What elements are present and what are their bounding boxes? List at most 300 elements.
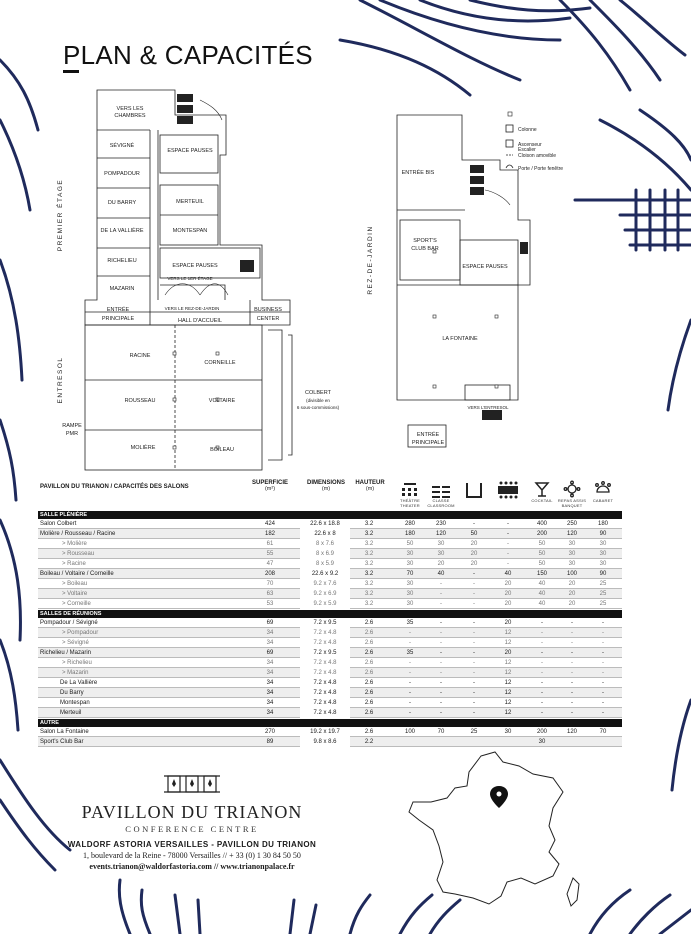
cell-room-name: Montespan (60, 700, 90, 706)
cell-rep: - (571, 630, 573, 636)
table-section-header: AUTRE (38, 719, 622, 727)
cell-cl: - (440, 640, 442, 646)
cell-dim: 8 x 5.9 (300, 559, 350, 569)
cell-cab: 25 (599, 591, 607, 597)
cell-u: - (473, 700, 475, 706)
cell-cab: 90 (599, 531, 607, 537)
cocktail-icon (531, 480, 553, 500)
cell-u: - (473, 680, 475, 686)
room-racine: RACINE (129, 353, 151, 359)
fleur-de-lis-logo-icon (162, 770, 222, 798)
cell-coc: 40 (538, 591, 546, 597)
cell-dim: 22.6 x 18.8 (300, 519, 350, 529)
cell-cab: 70 (599, 729, 607, 735)
label-entree-1: ENTRÉE (106, 307, 130, 313)
cell-ban: - (507, 541, 509, 547)
cell-room-name: Pompadour / Sévigné (40, 620, 98, 626)
cell-h: 2.6 (364, 710, 374, 716)
cell-coc: 150 (536, 571, 547, 577)
cell-cl: 20 (437, 561, 445, 567)
col-hauteur (351, 480, 389, 492)
table-row (38, 549, 622, 559)
cell-room-name: > Richelieu (62, 660, 92, 666)
cell-cl: - (440, 680, 442, 686)
cell-u: - (473, 710, 475, 716)
icon-label-theatre: THÉÂTRE THEATER (399, 498, 421, 508)
icon-label-classroom: CLASSE CLASSROOM (427, 498, 455, 508)
cell-coc: - (541, 680, 543, 686)
table-row (38, 737, 622, 747)
table-row (38, 658, 622, 668)
cell-rep: - (571, 680, 573, 686)
legend-ascenseur: Ascenseur (518, 142, 542, 148)
cell-cl: - (440, 620, 442, 626)
cell-cab: 90 (599, 571, 607, 577)
cell-dim: 7.2 x 4.8 (300, 698, 350, 708)
label-vers-chambres-1: VERS LES (116, 106, 144, 112)
cell-room-name: > Voltaire (62, 591, 88, 597)
cell-rep: - (571, 640, 573, 646)
icon-label-repas: REPAS ASSIS BANQUET (557, 498, 587, 508)
cell-th: 30 (406, 601, 414, 607)
cell-coc: 50 (538, 561, 546, 567)
cell-ban: 20 (504, 620, 512, 626)
cell-room-name: Richelieu / Mazarin (40, 650, 92, 656)
cell-coc: 400 (536, 521, 547, 527)
cell-room-name: Boileau / Voltaire / Corneille (40, 571, 114, 577)
cell-room-name: > Racine (62, 561, 86, 567)
cell-coc: - (541, 700, 543, 706)
floor-label-entresol: ENTRESOL (57, 356, 64, 404)
location-pin-dot (497, 792, 502, 797)
cell-sup: 34 (266, 640, 274, 646)
cell-h: 2.6 (364, 729, 374, 735)
cell-u: - (473, 620, 475, 626)
cell-th: 35 (406, 620, 414, 626)
cell-dim: 19.2 x 19.7 (300, 727, 350, 737)
corsica-outline (567, 878, 579, 906)
cell-sup: 70 (266, 581, 274, 587)
france-map (403, 748, 593, 918)
cell-sup: 34 (266, 700, 274, 706)
cell-cab: 180 (597, 521, 608, 527)
cell-u: - (473, 690, 475, 696)
table-row (38, 668, 622, 678)
cell-u: - (473, 601, 475, 607)
cell-room-name: > Molière (62, 541, 87, 547)
cell-ban: 12 (504, 700, 512, 706)
logo-subtitle: CONFERENCE CENTRE (125, 824, 259, 834)
cell-room-name: Salon Colbert (40, 521, 77, 527)
cell-cl: - (440, 660, 442, 666)
room-espace-pauses-mid: ESPACE PAUSES (172, 263, 218, 269)
cell-rep: - (571, 620, 573, 626)
cell-h: 2.6 (364, 700, 374, 706)
cell-cab: - (602, 710, 604, 716)
cell-dim: 9.2 x 5.9 (300, 599, 350, 609)
cell-sup: 34 (266, 690, 274, 696)
cell-rep: 30 (568, 551, 576, 557)
cell-u: 20 (470, 551, 478, 557)
cell-room-name: Molière / Rousseau / Racine (40, 531, 116, 537)
col-superficie (244, 480, 296, 492)
floor-label-rez: REZ-DE-JARDIN (367, 225, 374, 295)
cell-th: 30 (406, 581, 414, 587)
cell-room-name: > Mazarin (62, 670, 89, 676)
cell-sup: 208 (264, 571, 275, 577)
room-espace-pauses-rez: ESPACE PAUSES (462, 264, 508, 270)
cell-sup: 34 (266, 670, 274, 676)
table-row (38, 559, 622, 569)
cell-rep: 20 (568, 601, 576, 607)
cell-dim: 9.2 x 6.9 (300, 589, 350, 599)
cell-room-name: > Sévigné (62, 640, 89, 646)
cell-th: 180 (404, 531, 415, 537)
theatre-icon (399, 480, 421, 500)
cell-room-name: > Corneille (62, 601, 91, 607)
cell-sup: 61 (266, 541, 274, 547)
cell-cl: 30 (437, 551, 445, 557)
cell-cl: - (440, 690, 442, 696)
room-hall: HALL D'ACCUEIL (178, 318, 222, 324)
cell-rep: - (571, 710, 573, 716)
room-mazarin: MAZARIN (109, 286, 135, 292)
cell-h: 2.6 (364, 620, 374, 626)
cell-cl: - (440, 700, 442, 706)
cell-dim: 8 x 7.6 (300, 539, 350, 549)
cell-h: 3.2 (364, 531, 374, 537)
cell-cab: 25 (599, 601, 607, 607)
cell-h: 3.2 (364, 571, 374, 577)
cell-th: - (409, 710, 411, 716)
cell-coc: 50 (538, 541, 546, 547)
cell-ban: 12 (504, 680, 512, 686)
cell-dim: 9.8 x 8.6 (300, 737, 350, 747)
cell-coc: - (541, 630, 543, 636)
table-row (38, 678, 622, 688)
cell-h: 2.2 (364, 739, 374, 745)
cell-ban: 40 (504, 571, 512, 577)
table-row (38, 569, 622, 579)
label-colbert-1: COLBERT (305, 390, 331, 396)
cell-coc: - (541, 650, 543, 656)
cell-cab: - (602, 620, 604, 626)
cell-sup: 34 (266, 710, 274, 716)
cell-cab: 25 (599, 581, 607, 587)
table-row (38, 529, 622, 539)
col-superficie-label: SUPERFICIE (251, 480, 288, 486)
france-outline (409, 752, 563, 904)
cell-sup: 34 (266, 680, 274, 686)
cell-u: - (473, 640, 475, 646)
cell-room-name: > Rousseau (62, 551, 95, 557)
cell-cl: 230 (435, 521, 446, 527)
cell-ban: 12 (504, 670, 512, 676)
cell-cl: - (440, 581, 442, 587)
cell-u: - (473, 521, 475, 527)
table-row (38, 648, 622, 658)
cell-room-name: > Boileau (62, 581, 88, 587)
table-body (38, 511, 622, 747)
cell-th: - (409, 630, 411, 636)
label-entree-2: PRINCIPALE (101, 316, 135, 322)
col-superficie-unit: (m²) (264, 486, 276, 492)
contact-block (62, 840, 322, 871)
label-vers-rez: VERS LE REZ-DE-JARDIN (164, 306, 220, 311)
cell-h: 2.6 (364, 690, 374, 696)
table-row (38, 708, 622, 718)
capacity-table (38, 480, 622, 747)
cell-h: 3.2 (364, 581, 374, 587)
table-row (38, 599, 622, 609)
room-boileau: BOILEAU (210, 447, 234, 453)
col-hauteur-unit: (m) (365, 486, 375, 492)
legend-colonne: Colonne (518, 127, 537, 133)
cell-cab: - (602, 690, 604, 696)
cell-rep: 100 (566, 571, 577, 577)
cell-coc: 30 (538, 739, 546, 745)
cell-rep: - (571, 670, 573, 676)
cell-dim: 7.2 x 4.8 (300, 688, 350, 698)
cell-h: 2.6 (364, 670, 374, 676)
table-row (38, 589, 622, 599)
cell-rep: 250 (566, 521, 577, 527)
cell-u: - (473, 630, 475, 636)
cell-rep: 30 (568, 561, 576, 567)
cell-ban: 30 (504, 729, 512, 735)
cell-coc: - (541, 620, 543, 626)
cell-rep: - (571, 700, 573, 706)
floor-label-premier: PREMIER ÉTAGE (57, 178, 64, 252)
page-title: PLAN & CAPACITÉS (63, 40, 313, 70)
cell-cab: - (602, 670, 604, 676)
cell-rep: - (571, 660, 573, 666)
cell-ban: 20 (504, 650, 512, 656)
cell-dim: 7.2 x 4.8 (300, 708, 350, 718)
room-entree-bis: ENTRÉE BIS (401, 170, 435, 176)
room-sports-club-1: SPORT'S (413, 238, 437, 244)
cell-room-name: Sport's Club Bar (40, 739, 84, 745)
cell-room-name: Du Barry (60, 690, 84, 696)
cell-dim: 7.2 x 9.5 (300, 618, 350, 628)
cell-cl: - (440, 630, 442, 636)
cell-rep: 30 (568, 541, 576, 547)
cell-sup: 34 (266, 630, 274, 636)
table-section-header: SALLES DE RÉUNIONS (38, 610, 622, 618)
cell-th: - (409, 640, 411, 646)
cell-coc: - (541, 660, 543, 666)
cell-th: - (409, 660, 411, 666)
cell-ban: 20 (504, 601, 512, 607)
cell-ban: 12 (504, 660, 512, 666)
icon-label-cabaret: CABARET (592, 498, 614, 503)
cell-h: 2.6 (364, 630, 374, 636)
cell-dim: 9.2 x 7.6 (300, 579, 350, 589)
room-du-barry: DU BARRY (107, 200, 137, 206)
room-de-la-valliere: DE LA VALLIÈRE (100, 228, 144, 234)
cell-th: - (409, 700, 411, 706)
room-merteuil: MERTEUIL (176, 199, 204, 205)
cell-ban: 20 (504, 581, 512, 587)
cell-dim: 22.6 x 8 (300, 529, 350, 539)
cell-ban: 12 (504, 710, 512, 716)
room-sevigne: SÉVIGNÉ (109, 143, 135, 149)
room-espace-pauses-top: ESPACE PAUSES (167, 148, 213, 154)
room-rousseau: ROUSSEAU (124, 398, 156, 404)
cell-th: 30 (406, 561, 414, 567)
room-la-fontaine: LA FONTAINE (442, 336, 478, 342)
table-row (38, 539, 622, 549)
cell-room-name: De La Vallière (60, 680, 98, 686)
table-header (38, 480, 622, 510)
cell-th: 70 (406, 571, 414, 577)
cell-coc: 200 (536, 531, 547, 537)
cell-ban: 20 (504, 591, 512, 597)
cell-u: - (473, 581, 475, 587)
cabaret-icon (592, 480, 614, 500)
cell-dim: 7.2 x 4.8 (300, 658, 350, 668)
room-voltaire: VOLTAIRE (208, 398, 236, 404)
cell-cl: 40 (437, 571, 445, 577)
cell-h: 3.2 (364, 541, 374, 547)
cell-ban: - (507, 551, 509, 557)
cell-dim: 8 x 6.9 (300, 549, 350, 559)
cell-cl: 70 (437, 729, 445, 735)
table-title: PAVILLON DU TRIANON / CAPACITÉS DES SALONS (40, 484, 189, 490)
cell-sup: 63 (266, 591, 274, 597)
cell-h: 3.2 (364, 551, 374, 557)
label-business-2: CENTER (256, 316, 280, 322)
cell-cab: - (602, 640, 604, 646)
table-row (38, 519, 622, 529)
label-vers-1er: VERS LE 1ER ÉTAGE (167, 276, 213, 281)
table-row (38, 688, 622, 698)
cell-coc: - (541, 640, 543, 646)
cell-h: 3.2 (364, 591, 374, 597)
cell-ban: 12 (504, 640, 512, 646)
cell-th: 50 (406, 541, 414, 547)
room-pompadour: POMPADOUR (104, 171, 140, 177)
boardroom-icon (495, 480, 521, 500)
cell-h: 2.6 (364, 660, 374, 666)
cell-coc: - (541, 710, 543, 716)
cell-th: 30 (406, 591, 414, 597)
cell-h: 3.2 (364, 601, 374, 607)
cell-rep: 20 (568, 581, 576, 587)
table-row (38, 618, 622, 628)
cell-th: 100 (404, 729, 415, 735)
cell-u: - (473, 571, 475, 577)
cell-dim: 7.2 x 4.8 (300, 638, 350, 648)
cell-cab: - (602, 680, 604, 686)
cell-ban: - (507, 531, 509, 537)
cell-rep: 120 (566, 531, 577, 537)
cell-coc: - (541, 670, 543, 676)
cell-dim: 7.2 x 4.8 (300, 668, 350, 678)
cell-coc: 200 (536, 729, 547, 735)
cell-sup: 89 (266, 739, 274, 745)
contact-title: WALDORF ASTORIA VERSAILLES - PAVILLON DU TRIANON (67, 840, 317, 849)
cell-h: 3.2 (364, 561, 374, 567)
label-rampe-2: PMR (65, 431, 79, 437)
table-section-header: SALLE PLÉNIÈRE (38, 511, 622, 519)
cell-u: - (473, 591, 475, 597)
cell-u: - (473, 660, 475, 666)
cell-sup: 69 (266, 650, 274, 656)
cell-sup: 55 (266, 551, 274, 557)
label-colbert-3: 6 sous-commissions) (296, 405, 340, 410)
legend-cloison: Cloison amovible (518, 153, 557, 159)
cell-coc: 50 (538, 551, 546, 557)
cell-sup: 34 (266, 660, 274, 666)
cell-cl: 30 (437, 541, 445, 547)
cell-sup: 182 (264, 531, 275, 537)
cell-sup: 47 (266, 561, 274, 567)
cell-cl: - (440, 591, 442, 597)
label-business-1: BUSINESS (254, 307, 282, 313)
cell-th: - (409, 670, 411, 676)
cell-room-name: Salon La Fontaine (40, 729, 89, 735)
room-corneille: CORNEILLE (204, 360, 236, 366)
cell-h: 3.2 (364, 521, 374, 527)
cell-cl: 120 (435, 531, 446, 537)
cell-cab: 30 (599, 541, 607, 547)
cell-rep: 20 (568, 591, 576, 597)
cell-cab: - (602, 630, 604, 636)
cell-sup: 424 (264, 521, 275, 527)
legend-escalier-visible: Escalier (518, 147, 536, 153)
label-vers-entresol: VERS L'ENTRESOL (467, 405, 509, 410)
cell-room-name: > Pompadour (62, 630, 99, 636)
cell-u: 50 (470, 531, 478, 537)
room-richelieu: RICHELIEU (107, 258, 137, 264)
col-dimensions (300, 480, 352, 492)
floor-plans (0, 80, 691, 480)
cell-rep: - (571, 690, 573, 696)
cell-h: 2.6 (364, 650, 374, 656)
cell-room-name: Merteuil (60, 710, 82, 716)
cell-cl: - (440, 601, 442, 607)
cell-coc: 40 (538, 581, 546, 587)
banquet-icon (561, 480, 583, 500)
cell-cab: 30 (599, 561, 607, 567)
logo-block (62, 770, 322, 834)
room-sports-club-2: CLUB BAR (411, 246, 439, 252)
label-entree-rez-1: ENTRÉE (416, 432, 440, 438)
cell-h: 2.6 (364, 680, 374, 686)
cell-cl: - (440, 670, 442, 676)
cell-coc: 40 (538, 601, 546, 607)
table-row (38, 638, 622, 648)
cell-th: 280 (404, 521, 415, 527)
cell-u: 25 (470, 729, 478, 735)
cell-dim: 7.2 x 9.5 (300, 648, 350, 658)
icon-label-cocktail: COCKTAIL (531, 498, 553, 503)
cell-ban: 12 (504, 690, 512, 696)
cell-u: - (473, 670, 475, 676)
label-vers-chambres-2: CHAMBRES (114, 113, 146, 119)
cell-th: 30 (406, 551, 414, 557)
classroom-icon (430, 480, 452, 500)
cell-dim: 7.2 x 4.8 (300, 678, 350, 688)
label-rampe-1: RAMPE (62, 423, 82, 429)
col-hauteur-label: HAUTEUR (355, 480, 385, 486)
cell-rep: 120 (566, 729, 577, 735)
cell-th: 35 (406, 650, 414, 656)
room-moliere: MOLIÈRE (130, 445, 156, 451)
cell-u: 20 (470, 561, 478, 567)
room-montespan: MONTESPAN (172, 228, 208, 234)
